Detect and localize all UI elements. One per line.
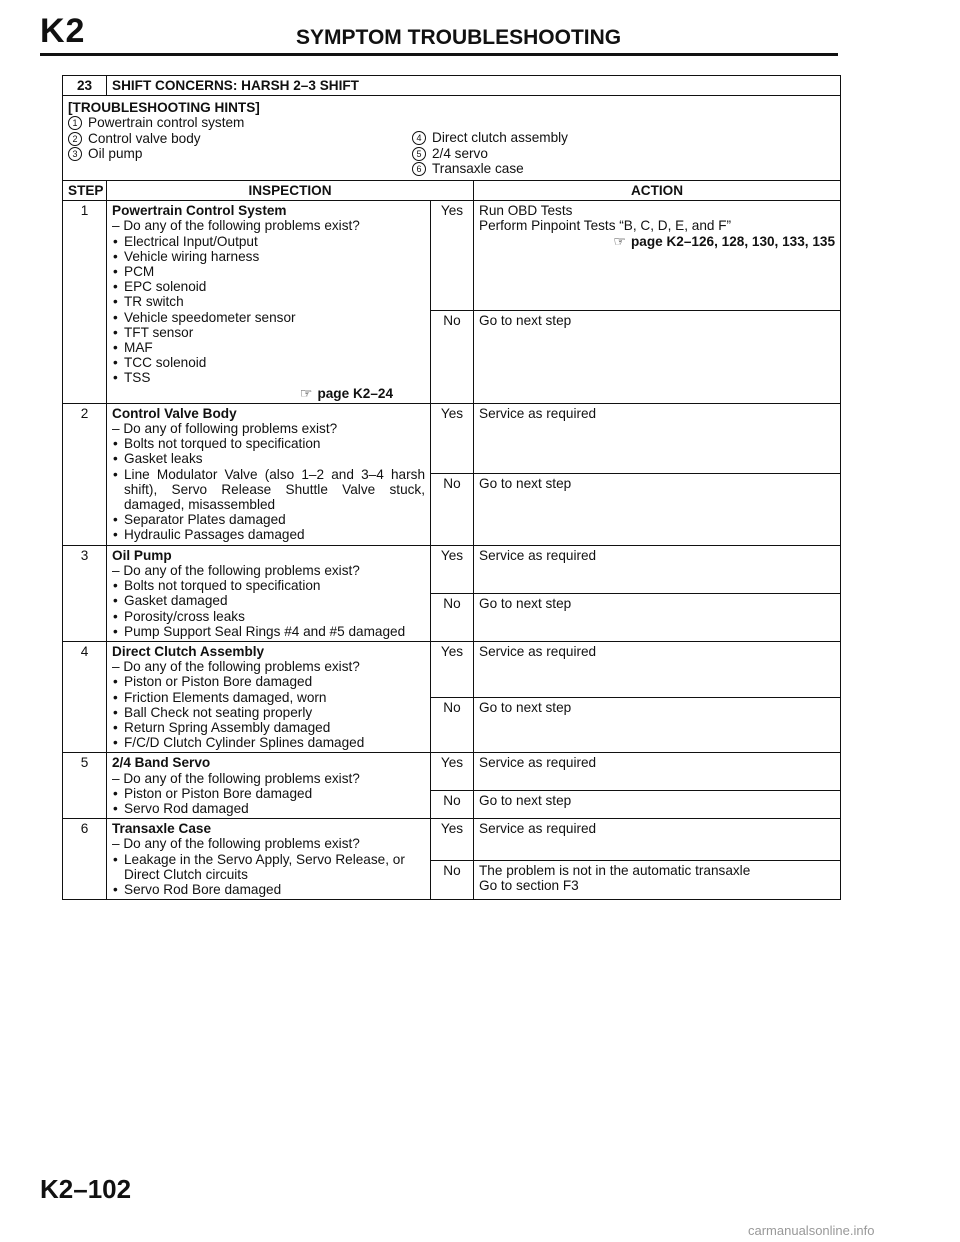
hint-item: 6 Transaxle case — [412, 161, 752, 176]
watermark: carmanualsonline.info — [748, 1223, 875, 1238]
list-item: • F/C/D Clutch Cylinder Splines damaged — [112, 735, 425, 750]
inspection-list — [112, 578, 425, 639]
inspection-title: Powertrain Control System — [112, 203, 287, 219]
step-number: 6 — [63, 819, 107, 900]
step-number: 1 — [63, 201, 107, 404]
action-yes: Service as required — [474, 641, 841, 697]
troubleshooting-table — [62, 75, 841, 900]
action-yes: Service as required — [474, 545, 841, 593]
step-number: 5 — [63, 753, 107, 819]
page-header — [0, 0, 960, 60]
step-number: 4 — [63, 641, 107, 752]
list-item: • Ball Check not seating properly — [112, 705, 425, 720]
circled-number-icon: 2 — [68, 132, 82, 146]
inspection-list — [112, 234, 425, 386]
column-header-action: ACTION — [474, 181, 841, 201]
list-item: • Servo Rod damaged — [112, 801, 425, 816]
page-number: K2–102 — [40, 1174, 132, 1204]
list-item: • Leakage in the Servo Apply, Servo Release, or Direct Clutch circuits — [112, 852, 425, 882]
result-no: No — [431, 473, 474, 545]
action-no: Go to next step — [474, 473, 841, 545]
list-item: • Porosity/cross leaks — [112, 609, 425, 624]
circled-number-icon: 3 — [68, 147, 82, 161]
list-item: • TFT sensor — [112, 325, 425, 340]
hint-item: 2 Control valve body — [68, 131, 408, 146]
result-no: No — [431, 697, 474, 752]
list-item: • Electrical Input/Output — [112, 234, 425, 249]
list-item: • EPC solenoid — [112, 279, 425, 294]
step-number: 2 — [63, 403, 107, 545]
inspection-title: Transaxle Case — [112, 821, 211, 837]
circled-number-icon: 4 — [412, 131, 426, 145]
step-row — [63, 403, 841, 473]
result-yes: Yes — [431, 819, 474, 861]
inspection-title: 2/4 Band Servo — [112, 755, 211, 771]
result-no: No — [431, 791, 474, 819]
circled-number-icon: 5 — [412, 147, 426, 161]
action-no: The problem is not in the automatic transaxle Go to section F3 — [474, 861, 841, 900]
inspection-cell — [107, 641, 431, 752]
result-no: No — [431, 311, 474, 404]
list-item: • Piston or Piston Bore damaged — [112, 674, 425, 689]
list-item: • Bolts not torqued to specification — [112, 578, 425, 593]
hints-right-list — [412, 115, 752, 176]
inspection-list — [112, 852, 425, 898]
hint-item: 4 Direct clutch assembly — [412, 130, 752, 145]
hint-item: 1 Powertrain control system — [68, 115, 408, 130]
inspection-cell — [107, 753, 431, 819]
inspection-title: Control Valve Body — [112, 405, 237, 421]
list-item: • Pump Support Seal Rings #4 and #5 damaged — [112, 624, 425, 639]
inspection-question: – Do any of the following problems exist? — [112, 218, 360, 234]
inspection-list — [112, 674, 425, 750]
pointing-hand-icon: ☞ — [299, 384, 313, 401]
list-item: • Separator Plates damaged — [112, 512, 425, 527]
action-no: Go to next step — [474, 593, 841, 641]
list-item: • TCC solenoid — [112, 355, 425, 370]
list-item: • Gasket damaged — [112, 593, 425, 608]
step-row — [63, 201, 841, 311]
list-item: • Bolts not torqued to specification — [112, 436, 425, 451]
header-divider — [40, 53, 838, 56]
section-code: K2 — [40, 12, 86, 50]
hints-title: [TROUBLESHOOTING HINTS] — [68, 100, 260, 116]
symptom-number: 23 — [63, 76, 107, 96]
inspection-cell — [107, 403, 431, 545]
action-yes: Service as required — [474, 819, 841, 861]
list-item: • Friction Elements damaged, worn — [112, 690, 425, 705]
result-yes: Yes — [431, 641, 474, 697]
action-no: Go to next step — [474, 791, 841, 819]
step-row — [63, 641, 841, 697]
action-page-reference: ☞ page K2–126, 128, 130, 133, 135 — [613, 232, 836, 249]
action-no: Go to next step — [474, 311, 841, 404]
list-item: • Hydraulic Passages damaged — [112, 527, 425, 542]
inspection-question: – Do any of the following problems exist? — [112, 562, 360, 578]
list-item: • Vehicle wiring harness — [112, 249, 425, 264]
table-title-row — [63, 76, 841, 96]
action-yes: Service as required — [474, 403, 841, 473]
list-item: • Piston or Piston Bore damaged — [112, 786, 425, 801]
action-yes: Run OBD Tests Perform Pinpoint Tests “B, C, D, E, and F” ☞ page K2–126, 128, 130, 133, 135 — [474, 201, 841, 311]
result-no: No — [431, 861, 474, 900]
list-item: • Return Spring Assembly damaged — [112, 720, 425, 735]
column-header-row — [63, 181, 841, 201]
list-item: • Gasket leaks — [112, 451, 425, 466]
column-header-inspection: INSPECTION — [107, 181, 474, 201]
circled-number-icon: 1 — [68, 116, 82, 130]
list-item: • MAF — [112, 340, 425, 355]
step-row — [63, 545, 841, 593]
step-number: 3 — [63, 545, 107, 641]
inspection-question: – Do any of the following problems exist? — [112, 659, 360, 675]
circled-number-icon: 6 — [412, 162, 426, 176]
symptom-title: SHIFT CONCERNS: HARSH 2–3 SHIFT — [107, 76, 841, 96]
inspection-question: – Do any of the following problems exist? — [112, 836, 360, 852]
page-reference: ☞ page K2–24 — [299, 384, 393, 401]
result-yes: Yes — [431, 403, 474, 473]
inspection-title: Oil Pump — [112, 547, 172, 563]
list-item: • Servo Rod Bore damaged — [112, 882, 425, 897]
action-yes: Service as required — [474, 753, 841, 791]
result-yes: Yes — [431, 201, 474, 311]
page-title: SYMPTOM TROUBLESHOOTING — [296, 26, 622, 49]
inspection-question: – Do any of the following problems exist? — [112, 770, 360, 786]
hint-item: 3 Oil pump — [68, 146, 408, 161]
hint-item: 5 2/4 servo — [412, 146, 752, 161]
list-item: • PCM — [112, 264, 425, 279]
inspection-list — [112, 436, 425, 542]
inspection-title: Direct Clutch Assembly — [112, 643, 265, 659]
inspection-cell — [107, 545, 431, 641]
list-item: • TR switch — [112, 294, 425, 309]
result-no: No — [431, 593, 474, 641]
action-no: Go to next step — [474, 697, 841, 752]
pointing-hand-icon: ☞ — [613, 232, 626, 249]
inspection-cell — [107, 819, 431, 900]
list-item: • Vehicle speedometer sensor — [112, 310, 425, 325]
result-yes: Yes — [431, 753, 474, 791]
inspection-list — [112, 786, 425, 816]
inspection-question: – Do any of following problems exist? — [112, 421, 338, 437]
inspection-cell — [107, 201, 431, 404]
column-header-step: STEP — [63, 181, 107, 201]
list-item: • TSS — [112, 370, 425, 385]
step-row — [63, 753, 841, 791]
hints-left-list — [68, 115, 408, 176]
step-row — [63, 819, 841, 861]
result-yes: Yes — [431, 545, 474, 593]
list-item: • Line Modulator Valve (also 1–2 and 3–4 harsh shift), Servo Release Shuttle Valve stuck, damaged, misassembled — [112, 467, 425, 513]
hints-row — [63, 96, 841, 181]
